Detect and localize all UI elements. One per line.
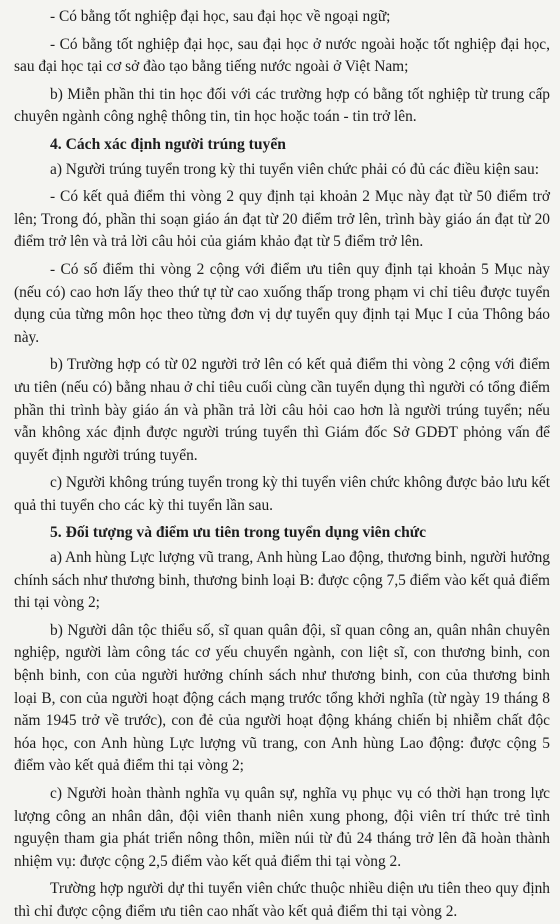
paragraph-5-note: Trường hợp người dự thi tuyển viên chức thuộc nhiều diện ưu tiên theo quy định thì chỉ được cộng điểm ưu tiên cao nhất vào kết quả điểm thi tại vòng 2. xyxy=(14,880,550,920)
paragraph-foreign-study-degree: - Có bằng tốt nghiệp đại học, sau đại học ở nước ngoài hoặc tốt nghiệp đại học, sau đại học tại cơ sở đào tạo bằng tiếng nước ngoài ở Việt Nam; xyxy=(14,35,550,76)
paragraph-it-exemption: b) Miễn phần thi tin học đối với các trường hợp có bằng tốt nghiệp từ trung cấp chuyên ngành công nghệ thông tin, tin học hoặc toán - tin trở lên. xyxy=(14,85,550,126)
paragraph-4b: b) Trường hợp có từ 02 người trở lên có kết quả điểm thi vòng 2 cộng với điểm ưu tiên (nếu có) bằng nhau ở chỉ tiêu cuối cùng cần tuyển dụng thì người có tổng điểm phần thi trình bày giáo án và phần trả lời câu hỏi cao hơn là người trúng tuyển; nếu vẫn không xác định được người trúng tuyển thì Giám đốc Sở GDĐT phỏng vấn để quyết định người trúng tuyển. xyxy=(14,356,550,464)
paragraph-4a-ranking: - Có số điểm thi vòng 2 cộng với điểm ưu tiên quy định tại khoản 5 Mục này (nếu có) cao hơn lấy theo thứ tự từ cao xuống thấp trong phạm vi chỉ tiêu được tuyển dụng của từng môn học theo từng đơn vị dự tuyển quy định tại Mục I của Thông báo này. xyxy=(14,260,550,346)
paragraph-5a: a) Anh hùng Lực lượng vũ trang, Anh hùng Lao động, thương binh, người hưởng chính sách như thương binh, thương binh loại B: được cộng 7,5 điểm vào kết quả điểm thi tại vòng 2; xyxy=(14,549,550,612)
section-4-heading: 4. Cách xác định người trúng tuyển xyxy=(50,135,286,153)
paragraph-foreign-language-degree: - Có bằng tốt nghiệp đại học, sau đại học về ngoại ngữ; xyxy=(50,8,391,25)
paragraph-5b: b) Người dân tộc thiểu số, sĩ quan quân đội, sĩ quan công an, quân nhân chuyên nghiệp, người làm công tác cơ yếu chuyển ngành, con liệt sĩ, con thương binh, con bệnh binh, con của người hưởng chính sách như thương binh, con của thương binh loại B, con của người hoạt động cách mạng trước tổng khởi nghĩa (từ ngày 19 tháng 8 năm 1945 trở về trước), con đẻ của người hoạt động kháng chiến bị nhiễm chất độc hóa học, con Anh hùng Lực lượng vũ trang, con Anh hùng Lao động: được cộng 5 điểm vào kết quả điểm thi tại vòng 2; xyxy=(14,621,550,775)
paragraph-4a: a) Người trúng tuyển trong kỳ thi tuyển viên chức phải có đủ các điều kiện sau: xyxy=(50,160,539,178)
paragraph-5c: c) Người hoàn thành nghĩa vụ quân sự, nghĩa vụ phục vụ có thời hạn trong lực lượng công an nhân dân, đội viên thanh niên xung phong, đội viên trí thức trẻ tình nguyện tham gia phát triển nông thôn, miền núi từ đủ 24 tháng trở lên đã hoàn thành nhiệm vụ: được cộng 2,5 điểm vào kết quả điểm thi tại vòng 2. xyxy=(14,785,550,870)
section-5-heading: 5. Đối tượng và điểm ưu tiên trong tuyển dụng viên chức xyxy=(50,524,427,542)
paragraph-4c: c) Người không trúng tuyển trong kỳ thi tuyển viên chức không được bảo lưu kết quả thi tuyển cho các kỳ thi tuyển lần sau. xyxy=(14,474,550,514)
paragraph-4a-score: - Có kết quả điểm thi vòng 2 quy định tại khoản 2 Mục này đạt từ 50 điểm trở lên; Trong đó, phần thi soạn giáo án đạt từ 20 điểm trở lên, trình bày giáo án đạt từ 20 điểm trở lên và trả lời câu hỏi của giám khảo đạt từ 5 điểm trở lên. xyxy=(14,188,550,251)
